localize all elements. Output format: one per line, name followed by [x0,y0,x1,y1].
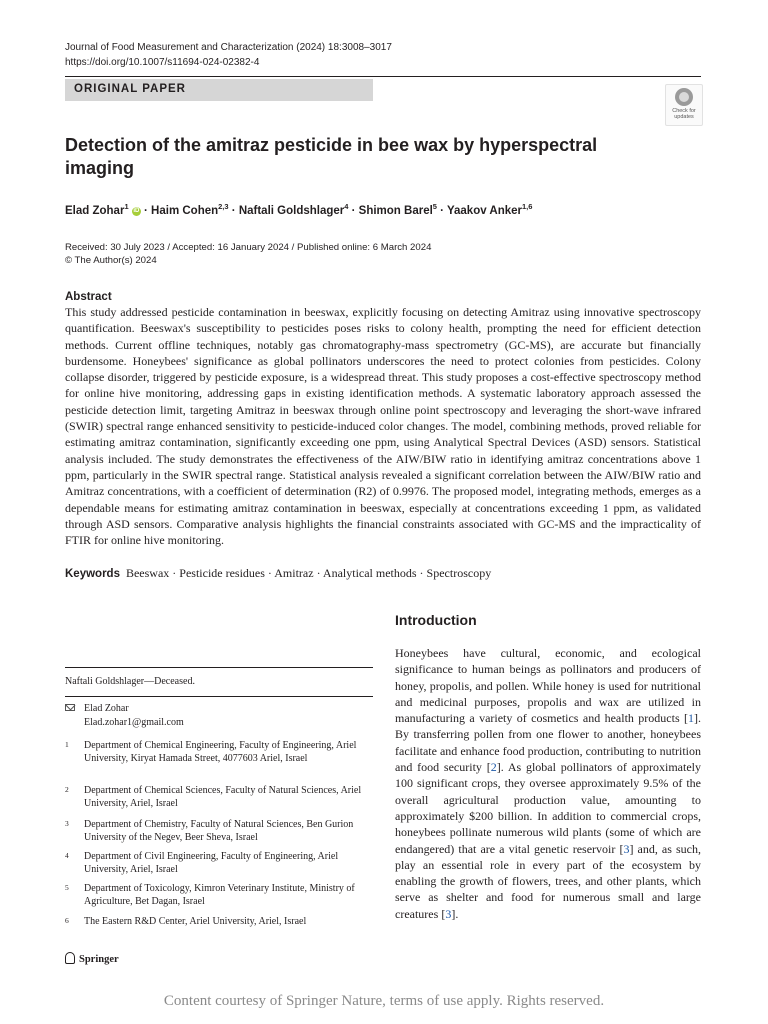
intro-text-segment: . [455,906,459,921]
author-list: Elad Zohar$^1$ iD · Haim Cohen$^{2,3}$ · Naftali Goldshlager$^4$ · Shimon Barel$^5$ · Yaakov Anker$^{1,6}$ [65,202,533,217]
author-affil-ref: 1 [124,202,129,211]
publisher-logo [65,952,119,965]
introduction-heading: Introduction [395,612,477,628]
check-for-updates-badge[interactable] [665,84,703,126]
author-name[interactable]: Yaakov Anker [446,204,522,217]
publication-dates [65,241,431,267]
keywords [65,566,491,581]
affiliation-number: 2 [65,785,69,794]
abstract-heading: Abstract [65,291,112,303]
check-updates-label: Check for updates [672,108,696,120]
correspondence-block [84,702,184,729]
check-updates-icon [675,88,693,106]
keywords-label: Keywords [65,568,120,580]
intro-text-segment: and, as such, play an essential role in every part of the ecosystem by enabling the growth of flowers, trees, and other plants, which serve as shelter and food for numerous small and large creatures [395,841,701,921]
author-affil-ref: 2,3 [218,202,229,211]
affiliation-number: 1 [65,740,69,749]
author-affil-ref: 5 [432,202,437,211]
intro-text-segment: . As global pollinators of approximately 100 significant crops, they oversee approximately 9.5% of the overall agricultural production value, amounting to approximately $200 billion. In addition to commercial crops, honeybees pollinate numerous wild plants (some of which are endangered) that are a vital genetic reservoir [395,760,701,856]
citation-link[interactable]: 2 [490,760,497,775]
springer-horse-icon [65,952,75,964]
abstract-text: This study addressed pesticide contamination in beeswax, explicitly focusing on detecting Amitraz using innovative spectroscopy quantification. Beeswax's susceptibility to pesticides poses risks to colony health, prompting the need for efficient detection methods. Current offline techniques, notably gas chromatography-mass spectrometry (GC-MS), are accurate but financially burdensome. Honeybees' significance as global pollinators underscores the need to protect colonies from pesticides. Colony collapse disorder, triggered by pesticide exposure, is a widespread threat. This study proposes a cost-effective spectroscopy method for online hive monitoring, addressing gaps in existing identification methods. A systematic laboratory approach assessed the pesticide detection limit, targeting Amitraz in beeswax through online point spectroscopy and leveraging the short-wave infrared (SWIR) spectral range enhanced sensitivity to pesticide-induced color changes. The model, combining methods, proved reliable for estimating amitraz contamination, significantly exceeding one ppm, using Analytical Spectral Devices (ASD) sensors. Statistical analysis included. The study demonstrates the effectiveness of the AIW/BIW ratio in identifying amitraz concentrations above 1 ppm, particularly in the SWIR spectral range. Statistical analysis revealed a significant correlation between the AIW/BIW ratio and Amitraz concentrations, with a coefficient of determination (R2) of 0.9976. The proposed model, integrating methods, emerges as a dependable means for estimating amitraz contamination in beeswax, especially at concentrations exceeding 1 ppm, as validated through ASD sensors. Comparative analysis highlights the financial constraints associated with GC-MS and the impracticality of FTIR for online hive monitoring. [65,305,701,548]
correspondence-email[interactable]: Elad.zohar1@gmail.com [84,716,184,728]
publisher-name: Springer [79,954,119,965]
section-tag [65,79,373,101]
paper-title: Detection of the amitraz pesticide in bee wax by hyperspectral imaging [65,135,598,178]
author-name[interactable]: Haim Cohen [151,204,219,217]
doi-link[interactable]: https://doi.org/10.1007/s11694-024-02382-4 [65,57,260,68]
affiliation-number: 3 [65,819,69,828]
footnote-rule [65,667,373,668]
author-affil-ref: 1,6 [522,202,533,211]
section-tag-label: ORIGINAL PAPER [74,83,186,95]
affiliation-text: The Eastern R&D Center, Ariel University, Ariel, Israel [84,916,307,927]
copyright-line: © The Author(s) 2024 [65,255,157,266]
author-name[interactable]: Naftali Goldshlager [238,204,345,217]
header-rule [65,76,701,77]
deceased-note: Naftali Goldshlager—Deceased. [65,676,195,687]
intro-text-segment: Honeybees have cultural, economic, and ecological significance to human beings as pollinators and producers of honey, propolis, and pollen. While honey is used for nutritional and medicinal purposes, propolis and wax are utilized in manufacturing a variety of cosmetics and health products [395,646,701,726]
affiliation-text: Department of Toxicology, Kimron Veterinary Institute, Ministry of Agriculture, Bet Dagan, Israel [84,883,355,907]
journal-citation: Journal of Food Measurement and Characterization (2024) 18:3008–3017 [65,42,392,53]
journal-header [65,40,392,70]
footnote-rule [65,696,373,697]
intro-text-segment: . By transferring pollen from one flower to another, honeybees facilitate and enhance food production, contributing to nutrition and food security [395,711,702,775]
author-affil-ref: 4 [344,202,349,211]
envelope-icon [65,704,75,711]
author-name[interactable]: Elad Zohar [65,204,125,217]
footer-notice: Content courtesy of Springer Nature, terms of use apply. Rights reserved. [163,993,605,1009]
affiliation-text: Department of Chemical Engineering, Faculty of Engineering, Ariel University, Kiryat Hamada Street, 4077603 Ariel, Israel [84,740,357,764]
affiliation-number: 4 [65,851,69,860]
keywords-list: Beeswax · Pesticide residues · Amitraz · Analytical methods · Spectroscopy [125,566,492,580]
citation-link[interactable]: 1 [688,711,695,726]
dates-line: Received: 30 July 2023 / Accepted: 16 January 2024 / Published online: 6 March 2024 [65,242,432,253]
citation-link[interactable]: 3 [623,841,630,856]
affiliation-text: Department of Chemistry, Faculty of Natural Sciences, Ben Gurion University of the Negev, Beer Sheva, Israel [84,819,354,843]
affiliation-text: Department of Chemical Sciences, Faculty of Natural Sciences, Ariel University, Ariel, Israel [84,785,362,809]
affiliation-number: 6 [65,916,69,925]
introduction-paragraph: Honeybees have cultural, economic, and ecological significance to human beings as pollinators and producers of honey, propolis, and pollen. While honey is used for nutritional and medicinal purposes, propolis and wax are utilized in manufacturing a variety of cosmetics and health products [1]. By transferring pollen from one flower to another, honeybees facilitate and enhance food production, contributing to nutrition and food security [2]. As global pollinators of approximately 100 significant crops, they oversee approximately 9.5% of the overall agricultural production value, amounting to approximately $200 billion. In addition to commercial crops, honeybees pollinate numerous wild plants (some of which are endangered) that are a vital genetic reservoir [3] and, as such, play an essential role in every part of the ecosystem by enabling the growth of flowers, trees, and other plants, which serve as shelter and food for numerous small and large creatures [3]. [395,646,702,921]
orcid-icon[interactable]: iD [133,207,140,214]
correspondence-name: Elad Zohar [84,703,129,714]
citation-link[interactable]: 3 [445,906,452,921]
author-name[interactable]: Shimon Barel [358,204,433,217]
affiliation-number: 5 [65,883,69,892]
affiliation-text: Department of Civil Engineering, Faculty of Engineering, Ariel University, Ariel, Israel [84,851,339,875]
